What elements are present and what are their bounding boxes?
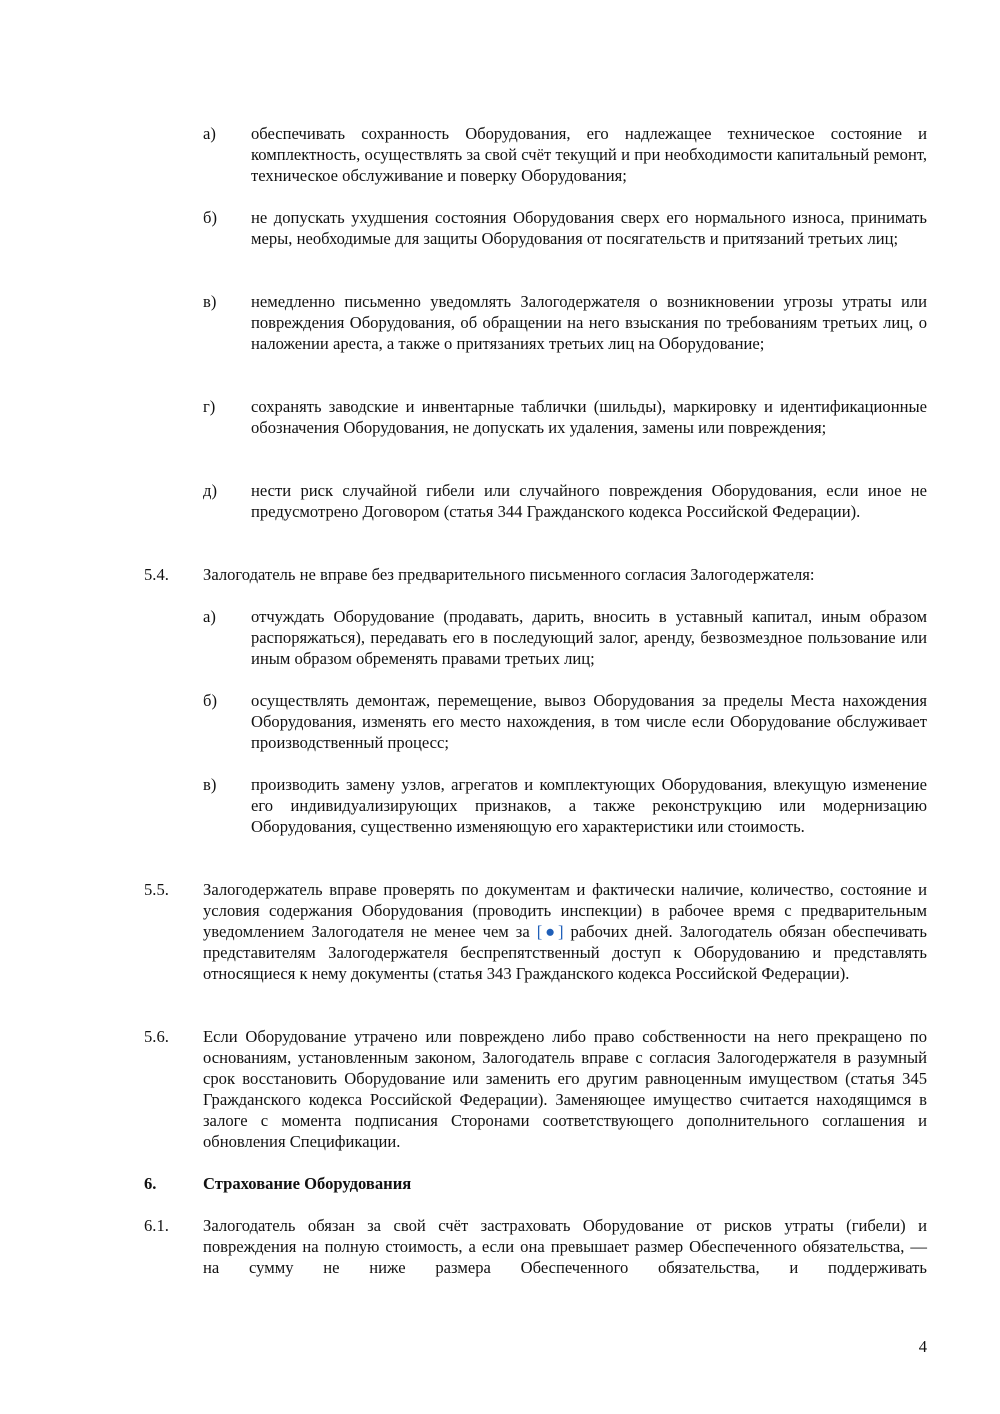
page-number: 4 bbox=[918, 1337, 927, 1356]
list-item-text: обеспечивать сохранность Оборудования, его надлежащее техническое состояние и комплектность, осуществлять за свой счёт текущий и при необходимости капитальный ремонт, техническое обслуживание и поверку Оборудования; bbox=[251, 124, 927, 185]
list-item-text: осуществлять демонтаж, перемещение, вывоз Оборудования за пределы Места нахождения Оборудования, изменять его место нахождения, в том числе если Оборудование обслуживает производственный процесс; bbox=[251, 691, 927, 752]
section-number: 6. bbox=[144, 1174, 157, 1193]
list-item-marker: а) bbox=[203, 607, 216, 626]
list-item-marker: г) bbox=[203, 397, 216, 416]
clause-number: 5.6. bbox=[144, 1027, 169, 1046]
list-item-text: отчуждать Оборудование (продавать, дарить, вносить в уставный капитал, иным образом распоряжаться), передавать его в последующий залог, аренду, безвозмездное пользование или иным образом обременять правами третьих лиц; bbox=[251, 607, 927, 668]
section-title: Страхование Оборудования bbox=[203, 1174, 412, 1193]
list-item-marker: в) bbox=[203, 775, 217, 794]
clause-number: 6.1. bbox=[144, 1216, 169, 1235]
list-item-text: немедленно письменно уведомлять Залогодержателя о возникновении угрозы утраты или повреждения Оборудования, об обращении на него взыскания по требованиям третьих лиц, о наложении ареста, а также о притязаниях третьих лиц на Оборудование; bbox=[251, 292, 927, 353]
placeholder-marker: [●] bbox=[536, 922, 564, 941]
list-item-marker: а) bbox=[203, 124, 216, 143]
clause-text: Залогодатель обязан за свой счёт застраховать Оборудование от рисков утраты (гибели) и повреждения на полную стоимость, а если она превышает размер Обеспеченного обязательства, — на сумму не ниже размера Обеспеченного обязательства, и поддерживать bbox=[203, 1216, 927, 1277]
list-item-text: сохранять заводские и инвентарные таблички (шильды), маркировку и идентификационные обозначения Оборудования, не допускать их удаления, замены или повреждения; bbox=[251, 397, 927, 437]
list-item-text: производить замену узлов, агрегатов и комплектующих Оборудования, влекущую изменение его индивидуализирующих признаков, а также реконструкцию или модернизацию Оборудования, существенно изменяющую его характеристики или стоимость. bbox=[251, 775, 927, 836]
clause-text: Если Оборудование утрачено или повреждено либо право собственности на него прекращено по основаниям, установленным законом, Залогодатель вправе с согласия Залогодержателя в разумный срок восстановить Оборудование или заменить его другим равноценным имуществом (статья 345 Гражданского кодекса Российской Федерации). Заменяющее имущество считается находящимся в залоге с момента подписания Сторонами соответствующего дополнительного соглашения и обновления Спецификации. bbox=[203, 1027, 927, 1151]
list-item-marker: б) bbox=[203, 208, 217, 227]
list-item-marker: б) bbox=[203, 691, 217, 710]
clause-text bbox=[203, 879, 927, 984]
clause-text-part: Залогодержатель вправе проверять по документам и фактически наличие, количество, состояние и условия содержания Оборудования (проводить инспекции) в рабочее время с предварительным уведомлением Залогодателя не менее чем за bbox=[203, 880, 927, 941]
list-item-marker: д) bbox=[203, 481, 217, 500]
list-item-text: нести риск случайной гибели или случайного повреждения Оборудования, если иное не предусмотрено Договором (статья 344 Гражданского кодекса Российской Федерации). bbox=[251, 481, 927, 521]
list-item-marker: в) bbox=[203, 292, 217, 311]
clause-text-part: рабочих дней. Залогодатель обязан обеспечивать представителям Залогодержателя беспрепятственный доступ к Оборудованию и представлять относящиеся к нему документы (статья 343 Гражданского кодекса Российской Федерации). bbox=[203, 922, 927, 983]
list-item-text: не допускать ухудшения состояния Оборудования сверх его нормального износа, принимать меры, необходимые для защиты Оборудования от посягательств и притязаний третьих лиц; bbox=[251, 208, 927, 248]
clause-text: Залогодатель не вправе без предварительного письменного согласия Залогодержателя: bbox=[203, 565, 815, 584]
clause-number: 5.5. bbox=[144, 880, 169, 899]
clause-number: 5.4. bbox=[144, 565, 169, 584]
